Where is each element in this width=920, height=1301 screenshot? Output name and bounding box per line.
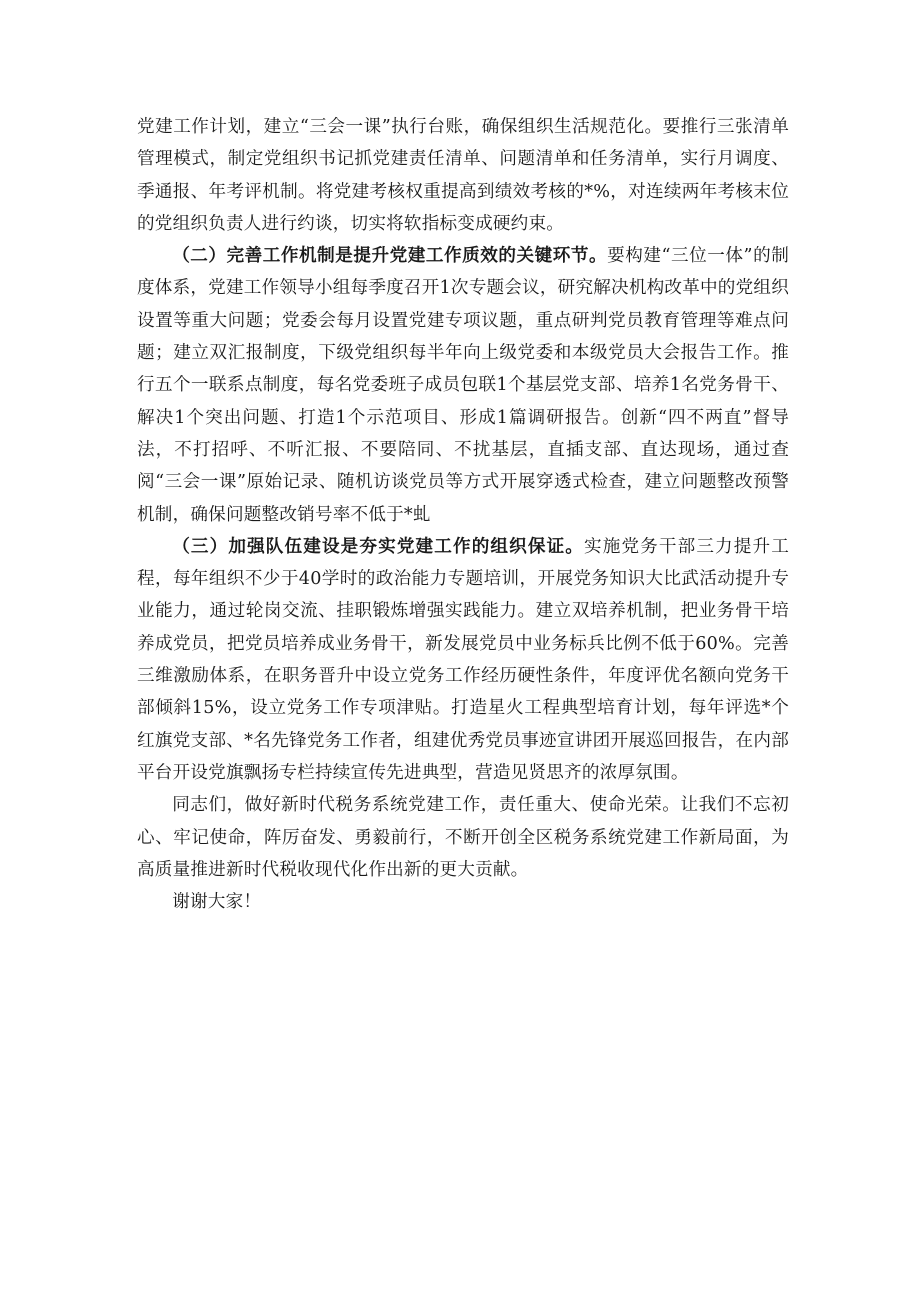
paragraph-continuation bbox=[137, 111, 789, 240]
paragraph-team-building bbox=[137, 531, 789, 789]
paragraph-work-mechanism bbox=[137, 240, 789, 531]
paragraph-text: 实施党务干部三力提升工程，每年组织不少于40学时的政治能力专题培训，开展党务知识大比武活动提升专业能力，通过轮岗交流、挂职锻炼增强实践能力。建立双培养机制，把业务骨干培养成党员，把党员培养成业务骨干，新发展党员中业务标兵比例不低于60%。完善三维激励体系，在职务晋升中设立党务工作经历硬性条件，年度评优名额向党务干部倾斜15%，设立党务工作专项津贴。打造星火工程典型培育计划，每年评选*个红旗党支部、*名先锋党务工作者，组建优秀党员事迹宣讲团开展巡回报告，在内部平台开设党旗飘扬专栏持续宣传先进典型，营造见贤思齐的浓厚氛围。 bbox=[137, 536, 790, 783]
paragraph-text: 同志们，做好新时代税务系统党建工作，责任重大、使命光荣。让我们不忘初心、牢记使命，阵厉奋发、勇毅前行，不断开创全区税务系统党建工作新局面，为高质量推进新时代税收现代化作出新的更大贡献。 bbox=[137, 795, 789, 880]
paragraph-heading: （二）完善工作机制是提升党建工作质效的关键环节。 bbox=[172, 245, 608, 267]
paragraph-heading: （三）加强队伍建设是夯实党建工作的组织保证。 bbox=[172, 535, 585, 557]
paragraph-text: 谢谢大家！ bbox=[172, 892, 262, 913]
paragraph-text: 党建工作计划，建立“三会一课”执行台账，确保组织生活规范化。要推行三张清单管理模式，制定党组织书记抓党建责任清单、问题清单和任务清单，实行月调度、季通报、年考评机制。将党建考核权重提高到绩效考核的*%，对连续两年考核末位的党组织负责人进行约谈，切实将软指标变成硬约束。 bbox=[137, 117, 789, 234]
paragraph-thanks bbox=[137, 886, 789, 918]
paragraph-text: 要构建“三位一体”的制度体系，党建工作领导小组每季度召开1次专题会议，研究解决机构改革中的党组织设置等重大问题；党委会每月设置党建专项议题，重点研判党员教育管理等难点问题；建立双汇报制度，下级党组织每半年向上级党委和本级党员大会报告工作。推行五个一联系点制度，每名党委班子成员包联1个基层党支部、培养1名党务骨干、解决1个突出问题、打造1个示范项目、形成1篇调研报告。创新“四不两直”督导法，不打招呼、不听汇报、不要陪同、不扰基层，直插支部、直达现场，通过查阅“三会一课”原始记录、随机访谈党员等方式开展穿透式检查，建立问题整改预警机制，确保问题整改销号率不低于*虬 bbox=[137, 246, 789, 525]
document-page bbox=[137, 111, 789, 918]
paragraph-closing bbox=[137, 789, 789, 886]
